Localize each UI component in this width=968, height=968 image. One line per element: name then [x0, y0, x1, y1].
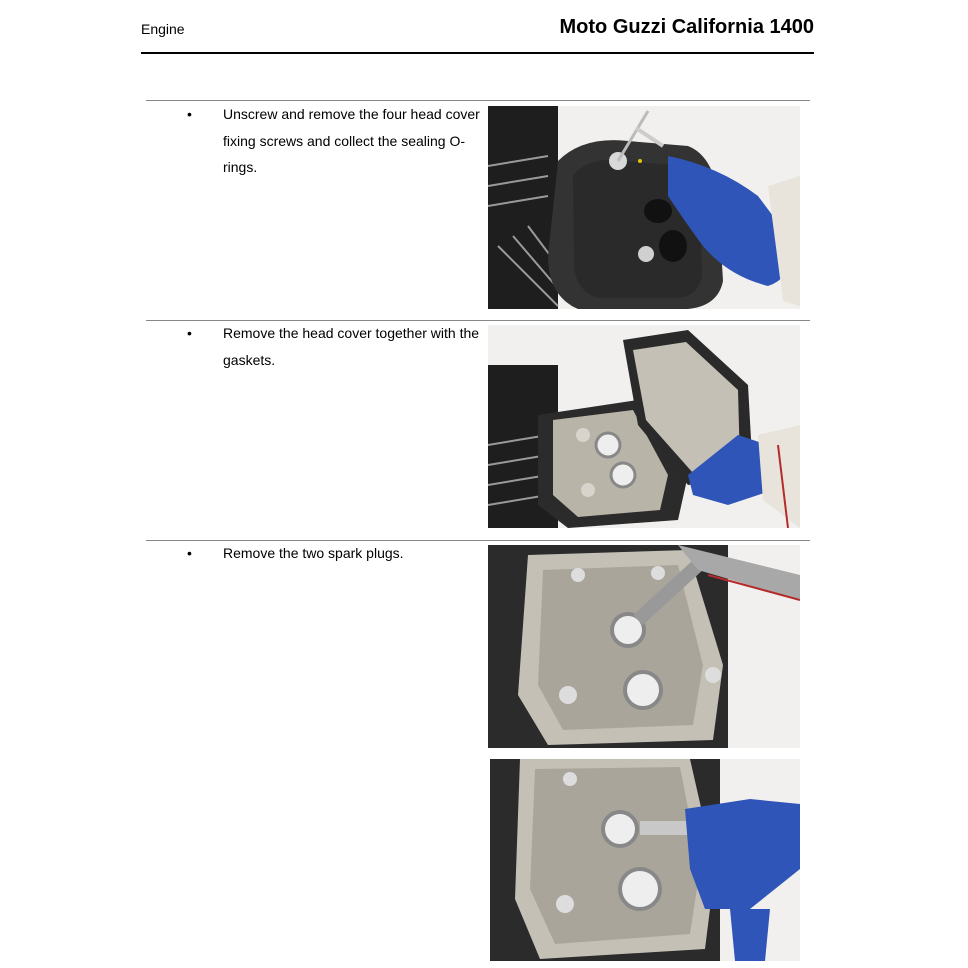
bullet: • — [187, 545, 192, 561]
bullet: • — [187, 325, 192, 341]
step-text: Remove the two spark plugs. — [223, 545, 404, 561]
section-label: Engine — [141, 21, 185, 37]
manual-title: Moto Guzzi California 1400 — [559, 16, 814, 38]
photo-spark-plug-wrench — [488, 545, 800, 748]
photo-unscrew-head-cover-screws — [488, 106, 800, 309]
bullet: • — [187, 106, 192, 122]
photo-remove-head-cover — [488, 325, 800, 528]
step-text: Remove the head cover together with the gaskets. — [223, 325, 480, 368]
header-rule — [141, 52, 814, 54]
step-text: Unscrew and remove the four head cover fixing screws and collect the sealing O-rings. — [223, 106, 480, 175]
photo-spark-plug-removal — [490, 759, 800, 961]
